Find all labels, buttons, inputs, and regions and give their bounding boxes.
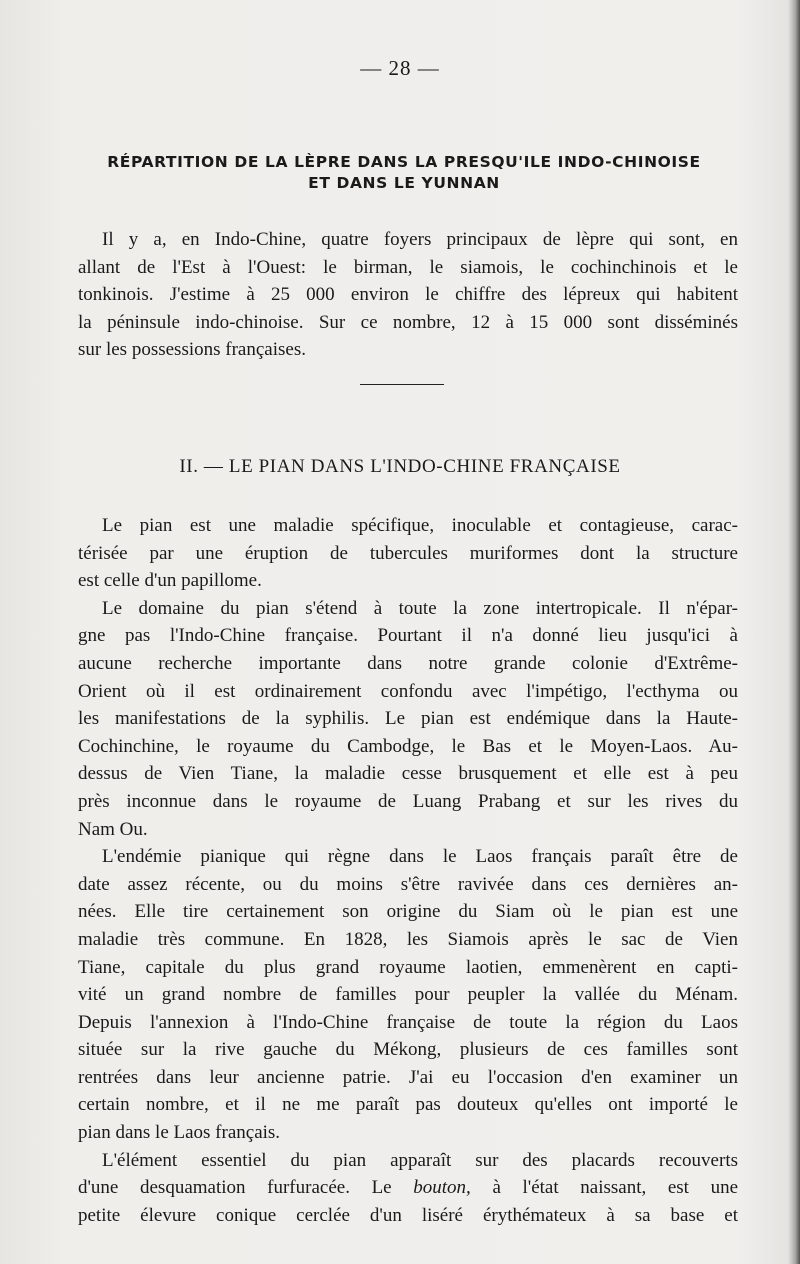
text-line: aucune recherche importante dans notre grande colonie d'Extrême- [78,652,738,674]
text-line: Orient où il est ordinairement confondu avec l'impétigo, l'ecthyma ou [78,680,738,702]
text-line-with-italic [78,1174,738,1202]
intro-paragraph [78,226,738,364]
text-line: nées. Elle tire certainement son origine du Siam où le pian est une [78,901,738,923]
text-line: près inconnue dans le royaume de Luang Prabang et sur les rives du [78,790,738,812]
italic-term: bouton, [413,1177,471,1199]
page-edge-shadow [788,0,800,1264]
chapter-title-line-2: ET DANS LE YUNNAN [308,174,500,192]
page-number: — 28 — [360,56,440,80]
text-line: gne pas l'Indo-Chine française. Pourtant il n'a donné lieu jusqu'ici à [78,625,738,647]
text-run: d'une desquamation furfuracée. Le [78,1177,392,1199]
text-line: Nam Ou. [78,818,148,840]
chapter-title-line-1: RÉPARTITION DE LA LÈPRE DANS LA PRESQU'ILE INDO-CHINOISE [107,153,701,171]
text-line: Depuis l'annexion à l'Indo-Chine française de toute la région du Laos [78,1011,738,1033]
text-line: allant de l'Est à l'Ouest: le birman, le siamois, le cochinchinois et le [78,256,738,278]
text-line: les manifestations de la syphilis. Le pian est endémique dans la Haute- [78,708,738,730]
section-heading: II. — LE PIAN DANS L'INDO-CHINE FRANÇAISE [179,456,621,477]
text-line: Tiane, capitale du plus grand royaume laotien, emmenèrent en capti- [78,956,738,978]
text-line: est celle d'un papillome. [78,570,262,592]
text-line: dessus de Vien Tiane, la maladie cesse brusquement et elle est à peu [78,763,738,785]
text-line: Il y a, en Indo-Chine, quatre foyers principaux de lèpre qui sont, en [102,229,738,250]
section-divider [360,384,444,385]
text-line: la péninsule indo-chinoise. Sur ce nombre, 12 à 15 000 sont disséminés [78,311,738,333]
text-line: tonkinois. J'estime à 25 000 environ le chiffre des lépreux qui habitent [78,284,738,306]
text-line: L'endémie pianique qui règne dans le Laos français paraît être de [102,846,738,868]
text-line: maladie très commune. En 1828, les Siamois après le sac de Vien [78,928,738,950]
text-line: petite élevure conique cerclée d'un liséré érythémateux à sa base et [78,1204,738,1226]
text-line: Le pian est une maladie spécifique, inoculable et contagieuse, carac- [102,515,738,536]
text-line: Cochinchine, le royaume du Cambodge, le Bas et le Moyen-Laos. Au- [78,735,738,757]
text-line: L'élément essentiel du pian apparaît sur des placards recouverts [102,1149,738,1171]
text-run: à l'état naissant, est une [492,1177,739,1199]
text-line: Le domaine du pian s'étend à toute la zone intertropicale. Il n'épar- [102,597,738,619]
text-line: sur les possessions françaises. [78,339,306,361]
text-line: date assez récente, ou du moins s'être ravivée dans ces dernières an- [78,873,738,895]
body-text [78,512,738,1229]
text-line: térisée par une éruption de tubercules muriformes dont la structure [78,542,738,564]
text-line: certain nombre, et il ne me paraît pas douteux qu'elles ont importé le [78,1094,738,1116]
text-line: pian dans le Laos français. [78,1122,281,1144]
text-line: rentrées dans leur ancienne patrie. J'ai eu l'occasion d'en examiner un [78,1066,738,1088]
chapter-title [74,152,734,194]
text-line: vité un grand nombre de familles pour peupler la vallée du Ménam. [78,984,738,1006]
text-line: située sur la rive gauche du Mékong, plusieurs de ces familles sont [78,1039,738,1061]
